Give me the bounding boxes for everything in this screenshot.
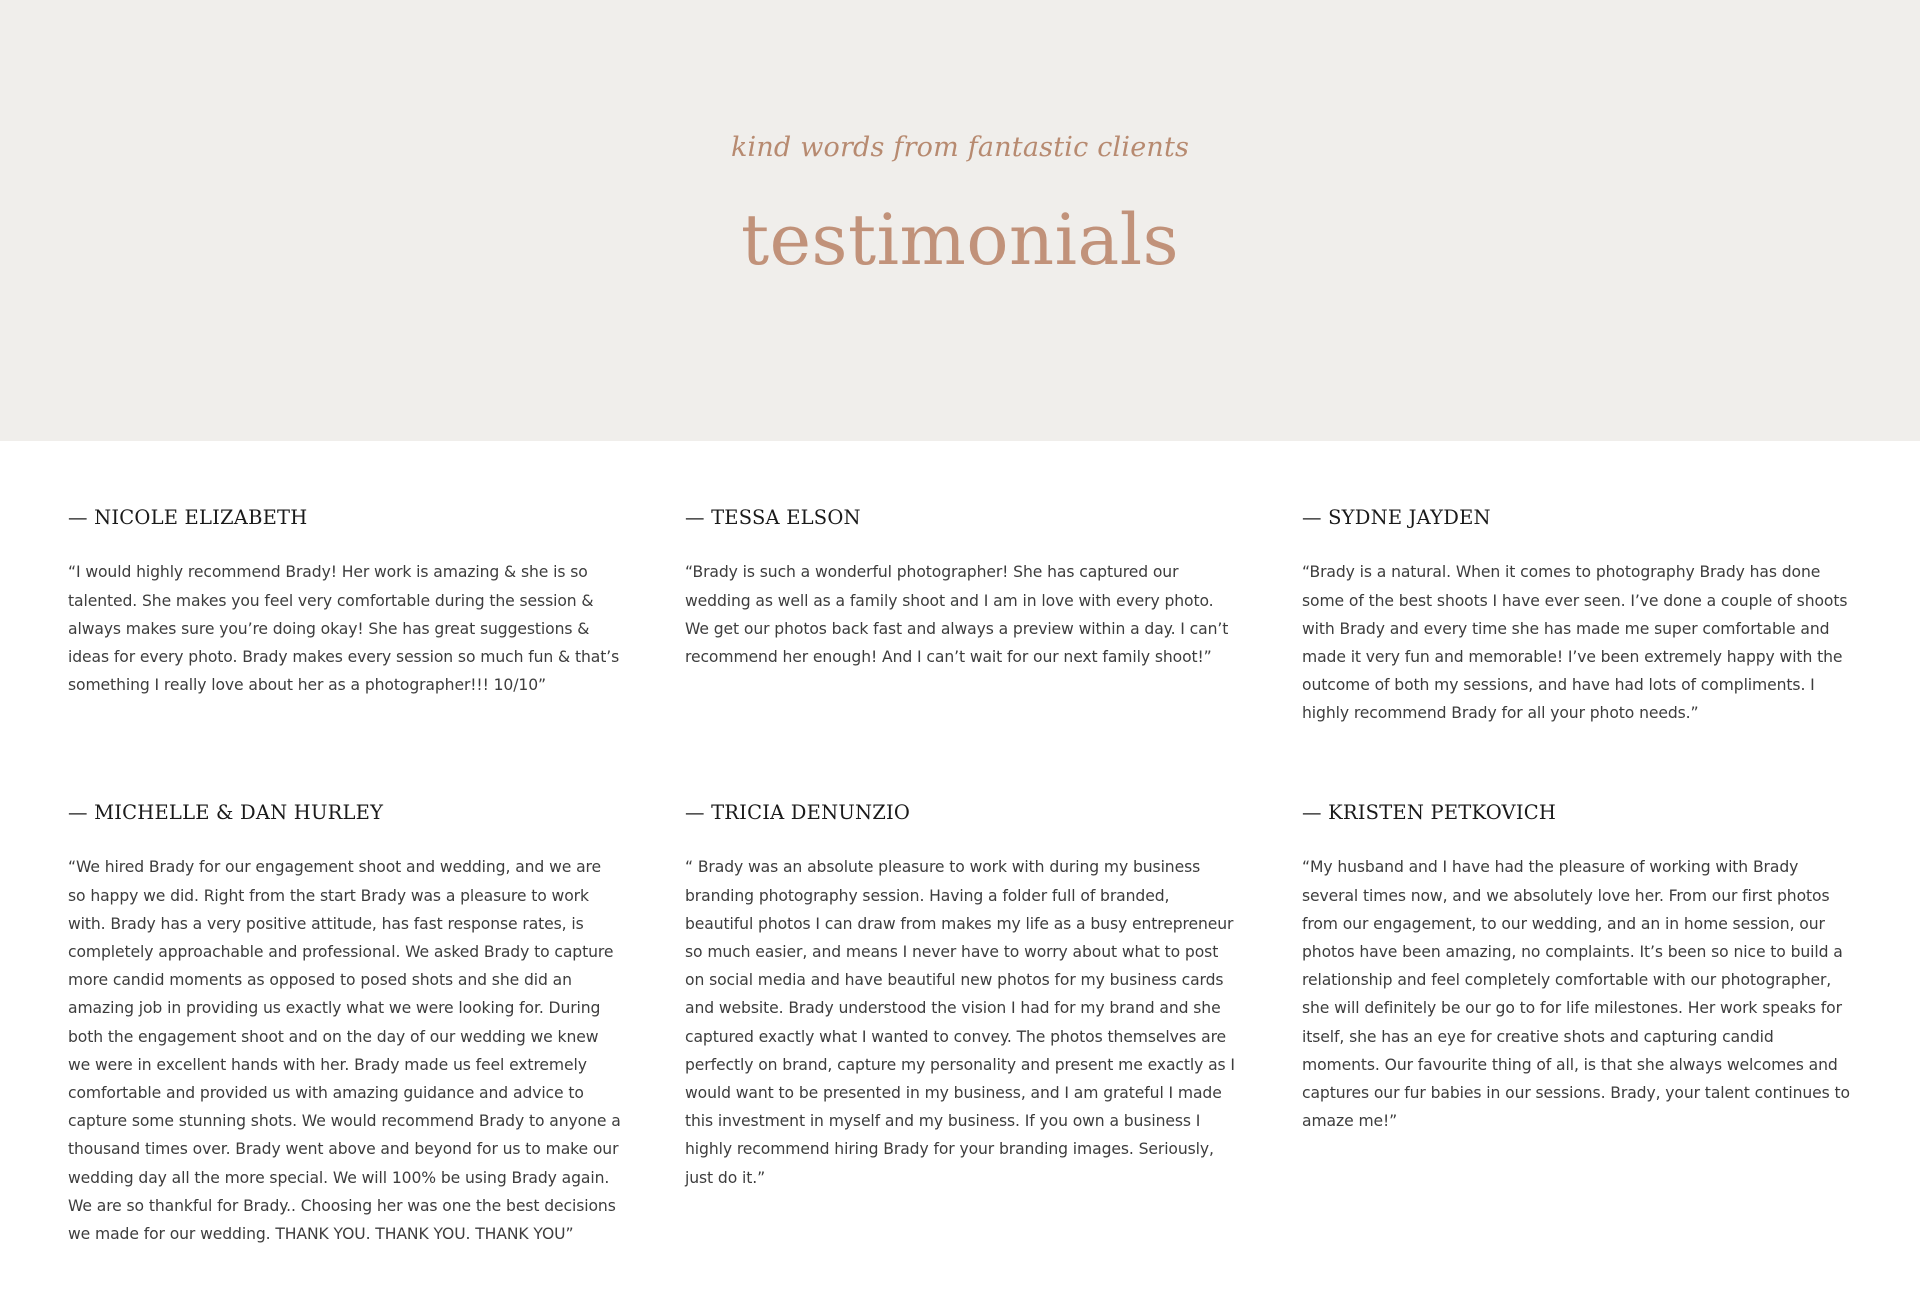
- testimonial-quote: “Brady is a natural. When it comes to photography Brady has done some of the best shoots I have ever seen. I’ve done a couple of shoots with Brady and every time she has made me super comfortable and made it very fun and memorable! I’ve been extremely happy with the outcome of both my sessions, and have had lots of compliments. I highly recommend Brady for all your photo needs.”: [1302, 563, 1848, 723]
- testimonial-card: [68, 441, 622, 739]
- testimonial-author: — KRISTEN PETKOVICH: [1302, 801, 1557, 824]
- testimonial-author: — SYDNE JAYDEN: [1302, 506, 1491, 529]
- testimonial-card: [1302, 441, 1856, 739]
- testimonial-quote: “Brady is such a wonderful photographer! She has captured our wedding as well as a family shoot and I am in love with every photo. We get our photos back fast and always a preview within a day. I can’t recommend her enough! And I can’t wait for our next family shoot!”: [685, 563, 1229, 666]
- testimonial-card: [68, 739, 622, 1248]
- hero-section: [0, 0, 1920, 441]
- testimonial-card: [685, 739, 1239, 1248]
- testimonial-author: — NICOLE ELIZABETH: [68, 506, 308, 529]
- testimonial-quote: “My husband and I have had the pleasure of working with Brady several times now, and we absolutely love her. From our first photos from our engagement, to our wedding, and an in home session, our photos have been amazing, no complaints. It’s been so nice to build a relationship and feel completely comfortable with our photographer, she will definitely be our go to for life milestones. Her work speaks for itself, she has an eye for creative shots and capturing candid moments. Our favourite thing of all, is that she always welcomes and captures our fur babies in our sessions. Brady, your talent continues to amaze me!”: [1302, 858, 1851, 1131]
- testimonial-quote: “We hired Brady for our engagement shoot and wedding, and we are so happy we did. Right from the start Brady was a pleasure to work with. Brady has a very positive attitude, has fast response rates, is completely approachable and professional. We asked Brady to capture more candid moments as opposed to posed shots and she did an amazing job in providing us exactly what we were looking for. During both the engagement shoot and on the day of our wedding we knew we were in excellent hands with her. Brady made us feel extremely comfortable and provided us with amazing guidance and advice to capture some stunning shots. We would recommend Brady to anyone a thousand times over. Brady went above and beyond for us to make our wedding day all the more special. We will 100% be using Brady again. We are so thankful for Brady.. Choosing her was one the best decisions we made for our wedding. THANK YOU. THANK YOU. THANK YOU”: [68, 858, 621, 1244]
- testimonials-grid: [0, 441, 1920, 1248]
- hero-tagline: kind words from fantastic clients: [730, 132, 1190, 163]
- testimonial-quote: “ Brady was an absolute pleasure to work with during my business branding photography session. Having a folder full of branded, beautiful photos I can draw from makes my life as a busy entrepreneur so much easier, and means I never have to worry about what to post on social media and have beautiful new photos for my business cards and website. Brady understood the vision I had for my brand and she captured exactly what I wanted to convey. The photos themselves are perfectly on brand, capture my personality and present me exactly as I would want to be presented in my business, and I am grateful I made this investment in myself and my business. If you own a business I highly recommend hiring Brady for your branding images. Seriously, just do it.”: [685, 858, 1235, 1187]
- testimonial-card: [685, 441, 1239, 739]
- testimonial-author: — TESSA ELSON: [685, 506, 861, 529]
- testimonial-quote: “I would highly recommend Brady! Her work is amazing & she is so talented. She makes you feel very comfortable during the session & always makes sure you’re doing okay! She has great suggestions & ideas for every photo. Brady makes every session so much fun & that’s something I really love about her as a photographer!!! 10/10”: [68, 563, 620, 695]
- testimonial-author: — MICHELLE & DAN HURLEY: [68, 801, 384, 824]
- testimonial-author: — TRICIA DENUNZIO: [685, 801, 911, 824]
- page-title: testimonials: [740, 199, 1180, 281]
- testimonial-card: [1302, 739, 1856, 1248]
